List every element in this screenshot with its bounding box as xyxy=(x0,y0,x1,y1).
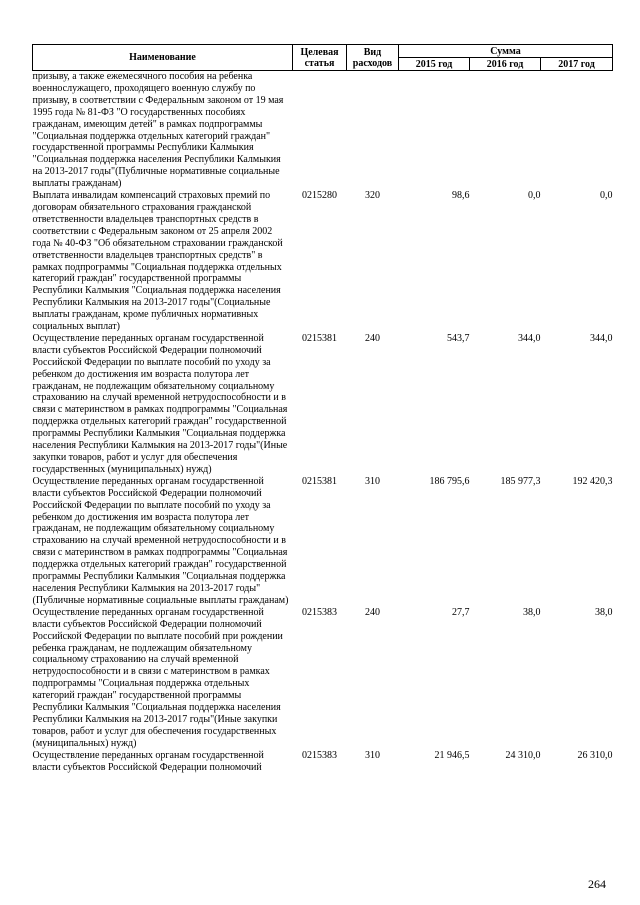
header-target-article: Целевая статья xyxy=(293,45,347,71)
header-expense-kind: Вид расходов xyxy=(347,45,399,71)
row-value-2017: 38,0 xyxy=(595,606,613,618)
page-number: 264 xyxy=(588,877,606,891)
row-value-2015: 186 795,6 xyxy=(429,475,470,487)
row-value-2016 xyxy=(470,71,541,191)
row-value-2015: 543,7 xyxy=(447,332,470,344)
header-year-2015: 2015 год xyxy=(399,58,470,71)
row-target-article xyxy=(293,71,347,191)
row-value-2017: 26 310,0 xyxy=(577,749,613,761)
row-name: призыву, а также ежемесячного пособия на ребенка военнослужащего, проходящего военную службу по призыву, в соответствии с Федеральным законом от 19 мая 1995 года № 81-ФЗ "О государственных пособиях гражданам, имеющим детей" в рамках подпрограммы "Социальная поддержка отдельных категорий граждан" государственной программы Республики Калмыкия "Социальная поддержка населения Республики Калмыкия на 2013-2017 годы"(Публичные нормативные социальные выплаты гражданам) xyxy=(32,71,284,190)
table-row xyxy=(33,190,613,333)
table-header xyxy=(33,45,613,71)
row-value-2016: 24 310,0 xyxy=(505,749,541,761)
header-name: Наименование xyxy=(33,45,293,71)
row-value-2016: 185 977,3 xyxy=(500,475,541,487)
row-value-2016: 344,0 xyxy=(518,332,541,344)
table-row xyxy=(33,71,613,191)
row-value-2017: 344,0 xyxy=(590,332,613,344)
budget-table xyxy=(32,44,613,773)
table-body xyxy=(33,71,613,774)
row-name: Осуществление переданных органам государственной власти субъектов Российской Федерации полномочий Российской Федерации по выплате пособий при рождении ребенка гражданам, не подлежащим обязательному социальному страхованию на случай временной нетрудоспособности и в связи с материнством в рамках подпрограммы "Социальная поддержка отдельных категорий граждан" государственной программы Республики Калмыкия "Социальная поддержка населения Республики Калмыкия на 2013-2017 годы"(Иные закупки товаров, работ и услуг для обеспечения государственных (муниципальных) нужд) xyxy=(32,606,283,749)
row-target-article: 0215383 xyxy=(302,749,337,761)
row-target-article: 0215381 xyxy=(302,475,337,487)
row-target-article: 0215280 xyxy=(302,190,337,202)
row-expense-kind xyxy=(347,71,399,191)
row-expense-kind: 310 xyxy=(365,475,380,487)
table-row xyxy=(33,607,613,750)
header-year-2017: 2017 год xyxy=(541,58,613,71)
table-row xyxy=(33,750,613,774)
row-value-2016: 0,0 xyxy=(528,190,541,202)
table-row xyxy=(33,476,613,607)
row-expense-kind: 310 xyxy=(365,749,380,761)
row-name: Осуществление переданных органам государственной власти субъектов Российской Федерации полномочий Российской Федерации по выплате пособий по уходу за ребенком до достижения им возраста полутора лет гражданам, не подлежащим обязательному социальному страхованию на случай временной нетрудоспособности и в связи с материнством в рамках подпрограммы "Социальная поддержка отдельных категорий граждан" государственной программы Республики Калмыкия "Социальная поддержка населения Республики Калмыкия на 2013-2017 годы"(Иные закупки товаров, работ и услуг для обеспечения государственных (муниципальных) нужд) xyxy=(32,332,288,475)
row-value-2017: 0,0 xyxy=(600,190,613,202)
header-year-2016: 2016 год xyxy=(470,58,541,71)
header-sum: Сумма xyxy=(399,45,613,58)
row-expense-kind: 320 xyxy=(365,190,380,202)
row-value-2017: 192 420,3 xyxy=(572,475,613,487)
row-value-2017 xyxy=(541,71,613,191)
row-name: Осуществление переданных органам государственной власти субъектов Российской Федерации полномочий xyxy=(32,749,264,773)
row-name: Выплата инвалидам компенсаций страховых премий по договорам обязательного страхования гражданской ответственности владельцев транспортных средств в соответствии с Федеральным законом от 25 апреля 2002 года № 40-ФЗ "Об обязательном страховании гражданской ответственности владельцев транспортных средств" в рамках подпрограммы "Социальная поддержка отдельных категорий граждан" государственной программы Республики Калмыкия "Социальная поддержка населения Республики Калмыкия на 2013-2017 годы"(Социальные выплаты гражданам, кроме публичных нормативных социальных выплат) xyxy=(32,190,283,333)
row-value-2015: 98,6 xyxy=(452,190,470,202)
row-expense-kind: 240 xyxy=(365,332,380,344)
table-row xyxy=(33,333,613,476)
row-target-article: 0215381 xyxy=(302,332,337,344)
row-value-2015: 21 946,5 xyxy=(434,749,470,761)
row-value-2016: 38,0 xyxy=(523,606,541,618)
row-target-article: 0215383 xyxy=(302,606,337,618)
row-expense-kind: 240 xyxy=(365,606,380,618)
row-name: Осуществление переданных органам государственной власти субъектов Российской Федерации полномочий Российской Федерации по выплате пособий по уходу за ребенком до достижения им возраста полутора лет гражданам, не подлежащим обязательному социальному страхованию на случай временной нетрудоспособности и в связи с материнством в рамках подпрограммы "Социальная поддержка отдельных категорий граждан" государственной программы Республики Калмыкия "Социальная поддержка населения Республики Калмыкия на 2013-2017 годы"(Публичные нормативные социальные выплаты гражданам) xyxy=(32,475,289,606)
row-value-2015: 27,7 xyxy=(452,606,470,618)
row-value-2015 xyxy=(399,71,470,191)
